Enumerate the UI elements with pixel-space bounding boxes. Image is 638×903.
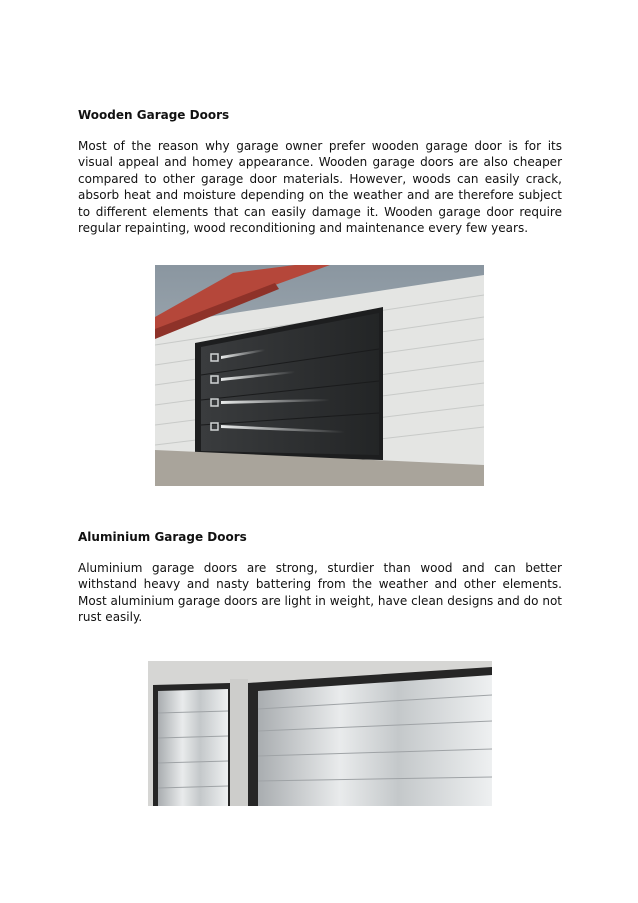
paragraph-wooden-garage-doors: Most of the reason why garage owner prefer wooden garage door is for its visual appeal and homey appearance. Wooden garage doors are also cheaper compared to other garage door materials. However, woods can easily crack, absorb heat and moisture depending on the weather and are therefore subject to different elements that can easily damage it. Wooden garage door require regular repainting, wood reconditioning and maintenance every few years. [78,139,562,236]
heading-wooden-garage-doors: Wooden Garage Doors [78,108,230,122]
photo-dark-garage-door [155,265,484,486]
paragraph-aluminium-garage-doors: Aluminium garage doors are strong, sturdier than wood and can better withstand heavy and nasty battering from the weather and other elements. Most aluminium garage doors are light in weight, have clean designs and do not rust easily. [78,561,562,625]
heading-aluminium-garage-doors: Aluminium Garage Doors [78,530,247,544]
photo-aluminium-garage-doors [148,661,492,806]
